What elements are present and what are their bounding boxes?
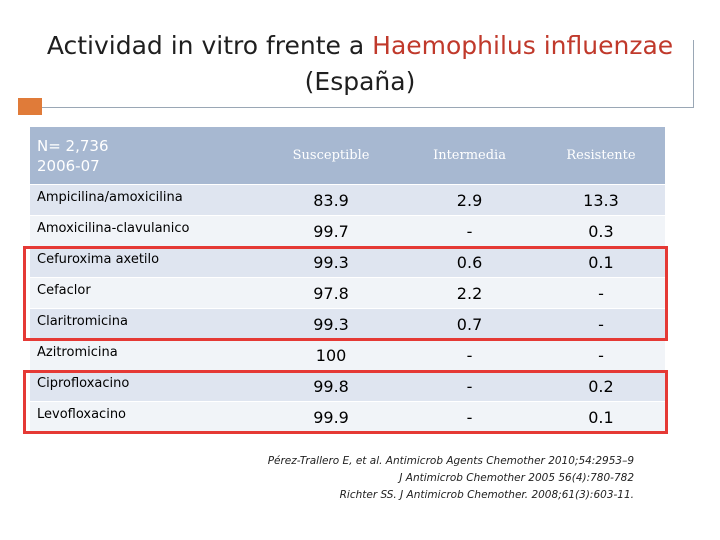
table-row <box>30 216 665 247</box>
susceptible-value: 83.9 <box>260 185 402 216</box>
resistant-value: 0.1 <box>537 247 665 278</box>
susceptible-value: 99.8 <box>260 371 402 402</box>
reference-line: J Antimicrob Chemother 2005 56(4):780-782 <box>399 472 634 484</box>
resistant-value: 13.3 <box>537 185 665 216</box>
title-suffix: (España) <box>304 67 416 96</box>
intermediate-value: 0.6 <box>402 247 537 278</box>
intermediate-value: 2.2 <box>402 278 537 309</box>
resistant-value: - <box>537 278 665 309</box>
susceptible-value: 99.3 <box>260 309 402 340</box>
title-side-rule <box>693 40 694 108</box>
reference-line: Pérez-Trallero E, et al. Antimicrob Agents Chemother 2010;54:2953–9 <box>267 455 634 467</box>
highlight-box-cephalosporins-macrolides <box>23 246 668 341</box>
susceptible-value: 99.7 <box>260 216 402 247</box>
susceptible-value: 100 <box>260 340 402 371</box>
resistant-value: - <box>537 340 665 371</box>
drug-name: Cefaclor <box>30 278 260 309</box>
resistant-value: 0.3 <box>537 216 665 247</box>
resistant-value: - <box>537 309 665 340</box>
resistant-value: 0.1 <box>537 402 665 433</box>
title-underline <box>18 107 694 108</box>
column-header-susceptible: Susceptible <box>260 127 402 185</box>
sample-size-label: N= 2,736 <box>37 136 109 155</box>
orange-accent-block <box>18 98 42 115</box>
susceptible-value: 97.8 <box>260 278 402 309</box>
drug-name: Ampicilina/amoxicilina <box>30 185 260 216</box>
table-row <box>30 185 665 216</box>
susceptible-value: 99.9 <box>260 402 402 433</box>
drug-name: Amoxicilina-clavulanico <box>30 216 260 247</box>
slide-title <box>20 28 700 100</box>
title-organism: Haemophilus influenzae <box>372 31 674 60</box>
susceptible-value: 99.3 <box>260 247 402 278</box>
intermediate-value: 2.9 <box>402 185 537 216</box>
references <box>268 453 634 504</box>
reference-line: Richter SS. J Antimicrob Chemother. 2008;61(3):603-11. <box>339 489 634 501</box>
highlight-box-fluoroquinolones <box>23 370 668 434</box>
intermediate-value: - <box>402 371 537 402</box>
intermediate-value: 0.7 <box>402 309 537 340</box>
title-prefix: Actividad in vitro frente a <box>46 31 373 60</box>
drug-name: Ciprofloxacino <box>30 371 260 402</box>
table-header-row <box>30 127 665 185</box>
drug-name: Cefuroxima axetilo <box>30 247 260 278</box>
column-header-resistant: Resistente <box>537 127 665 185</box>
sample-size-header <box>30 127 260 185</box>
drug-name: Azitromicina <box>30 340 260 371</box>
resistant-value: 0.2 <box>537 371 665 402</box>
intermediate-value: - <box>402 340 537 371</box>
intermediate-value: - <box>402 216 537 247</box>
drug-name: Claritromicina <box>30 309 260 340</box>
drug-name: Levofloxacino <box>30 402 260 433</box>
column-header-intermediate: Intermedia <box>402 127 537 185</box>
table-row <box>30 340 665 371</box>
period-label: 2006-07 <box>37 156 100 175</box>
intermediate-value: - <box>402 402 537 433</box>
